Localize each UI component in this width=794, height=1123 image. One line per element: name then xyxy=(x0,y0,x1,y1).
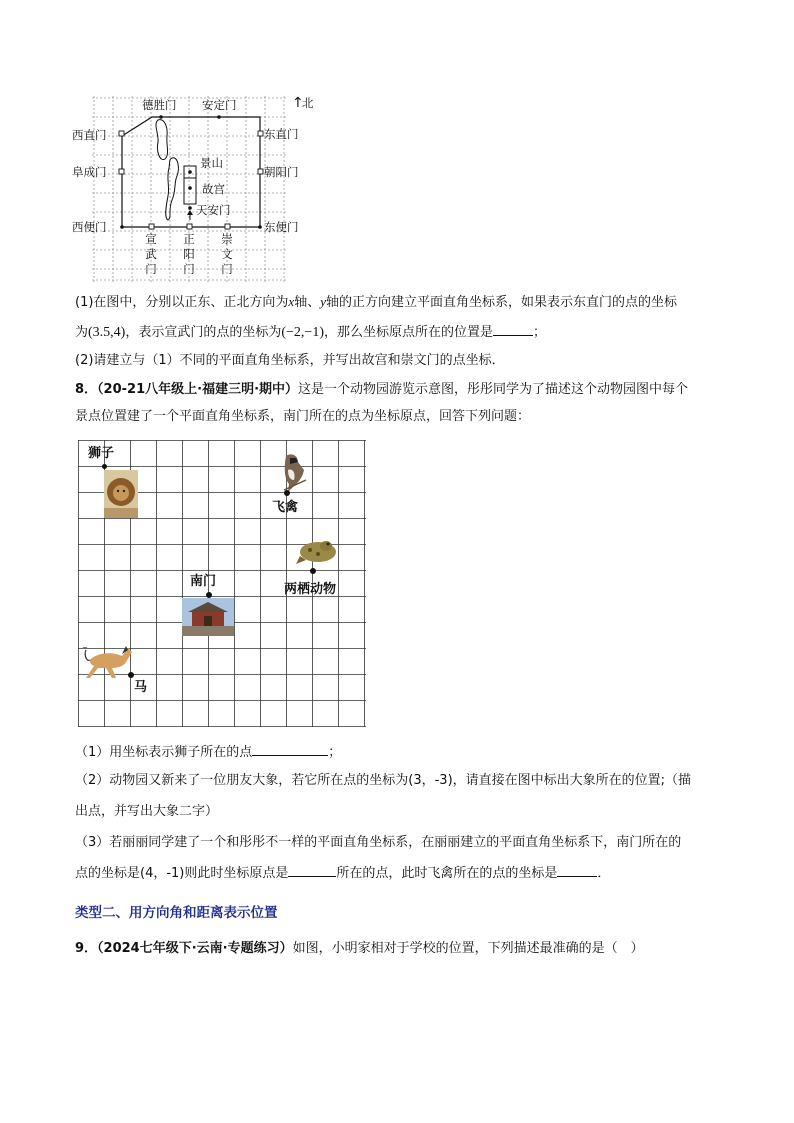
gate-deshengmen: 德胜门 xyxy=(142,98,177,112)
answer-blank-origin-place[interactable] xyxy=(288,863,336,877)
gate-chongwenmen: 崇 文 门 xyxy=(221,232,233,276)
q9-stem: 9．（2024七年级下·云南·专题练习）如图，小明家相对于学校的位置，下列描述最准确的是（ ） xyxy=(75,941,644,956)
svg-text:~: ~ xyxy=(82,644,88,652)
label-horse: 马 xyxy=(134,680,148,695)
q7-part1-line2: 为(3.5,4)，表示宣武门的点的坐标为(−2,−1)，那么坐标原点所在的位置是 ； xyxy=(75,322,546,342)
q8-part2-line1: （2）动物园又新来了一位朋友大象，若它所在点的坐标为(3，-3)，请直接在图中标出大象所在的位置;（描 xyxy=(75,773,692,788)
north-arrow-icon: ↑ xyxy=(292,95,304,111)
section2-title: 类型二、用方向角和距离表示位置 xyxy=(75,905,278,921)
point-horse xyxy=(128,672,134,678)
horse-image xyxy=(82,640,134,682)
label-amphibian: 两栖动物 xyxy=(284,582,337,597)
zoo-map-figure xyxy=(78,440,368,728)
point-bird xyxy=(284,490,290,496)
answer-blank-bird-coord[interactable] xyxy=(557,863,597,877)
point-lion xyxy=(102,464,107,469)
q8-stem-line2: 景点位置建了一个平面直角坐标系，南门所在的点为坐标原点，回答下列问题： xyxy=(75,409,531,424)
q8-part1: （1）用坐标表示狮子所在的点 ； xyxy=(75,742,341,762)
label-south-gate: 南门 xyxy=(190,574,217,589)
south-gate-image xyxy=(182,598,234,636)
bird-image xyxy=(278,450,308,494)
frog-image xyxy=(296,536,340,566)
lion-image xyxy=(104,470,138,518)
place-gugong: 故宫 xyxy=(202,182,225,196)
north-label: 北 xyxy=(302,96,314,110)
gate-xizhimen: 西直门 xyxy=(72,128,107,142)
gate-zhengyangmen: 正 阳 门 xyxy=(183,232,195,276)
gate-dongzhimen: 东直门 xyxy=(264,127,299,141)
gate-chaoyangmen: 朝阳门 xyxy=(264,165,299,179)
place-jingshan: 景山 xyxy=(200,156,223,170)
point-amphibian xyxy=(310,568,316,574)
q8-stem-line1: 8．（20-21八年级上·福建三明·期中）这是一个动物园游览示意图，彤彤同学为了描述这个动物园图中每个 xyxy=(75,382,689,397)
label-bird: 飞禽 xyxy=(272,500,299,515)
gate-xibianmen: 西便门 xyxy=(72,220,107,234)
gate-dongbianmen: 东便门 xyxy=(264,220,299,234)
q8-part3-line2: 点的坐标是(4，-1)则此时坐标原点是 所在的点，此时飞禽所在的点的坐标是 ． xyxy=(75,863,610,883)
place-tiananmen: 天安门 xyxy=(196,203,231,217)
q8-part2-line2: 出点，并写出大象二字） xyxy=(75,804,219,819)
q7-part1-line1: (1)在图中，分别以正东、正北方向为x轴、y轴的正方向建立平面直角坐标系，如果表示东直门的点的坐标 xyxy=(75,294,678,310)
label-lion: 狮子 xyxy=(88,446,115,461)
q7-part2: (2)请建立与（1）不同的平面直角坐标系，并写出故宫和崇文门的点坐标． xyxy=(75,353,505,368)
gate-andingmen: 安定门 xyxy=(202,98,237,112)
gate-xuanwumen: 宣 武 门 xyxy=(145,232,157,276)
q8-part3-line1: （3）若丽丽同学建了一个和彤彤不一样的平面直角坐标系，在丽丽建立的平面直角坐标系下，南门所在的 xyxy=(75,835,682,850)
answer-blank-lion[interactable] xyxy=(252,742,328,756)
beijing-map-figure xyxy=(72,95,314,282)
answer-blank-origin[interactable] xyxy=(493,322,533,336)
gate-fuchengmen: 阜成门 xyxy=(72,165,107,179)
